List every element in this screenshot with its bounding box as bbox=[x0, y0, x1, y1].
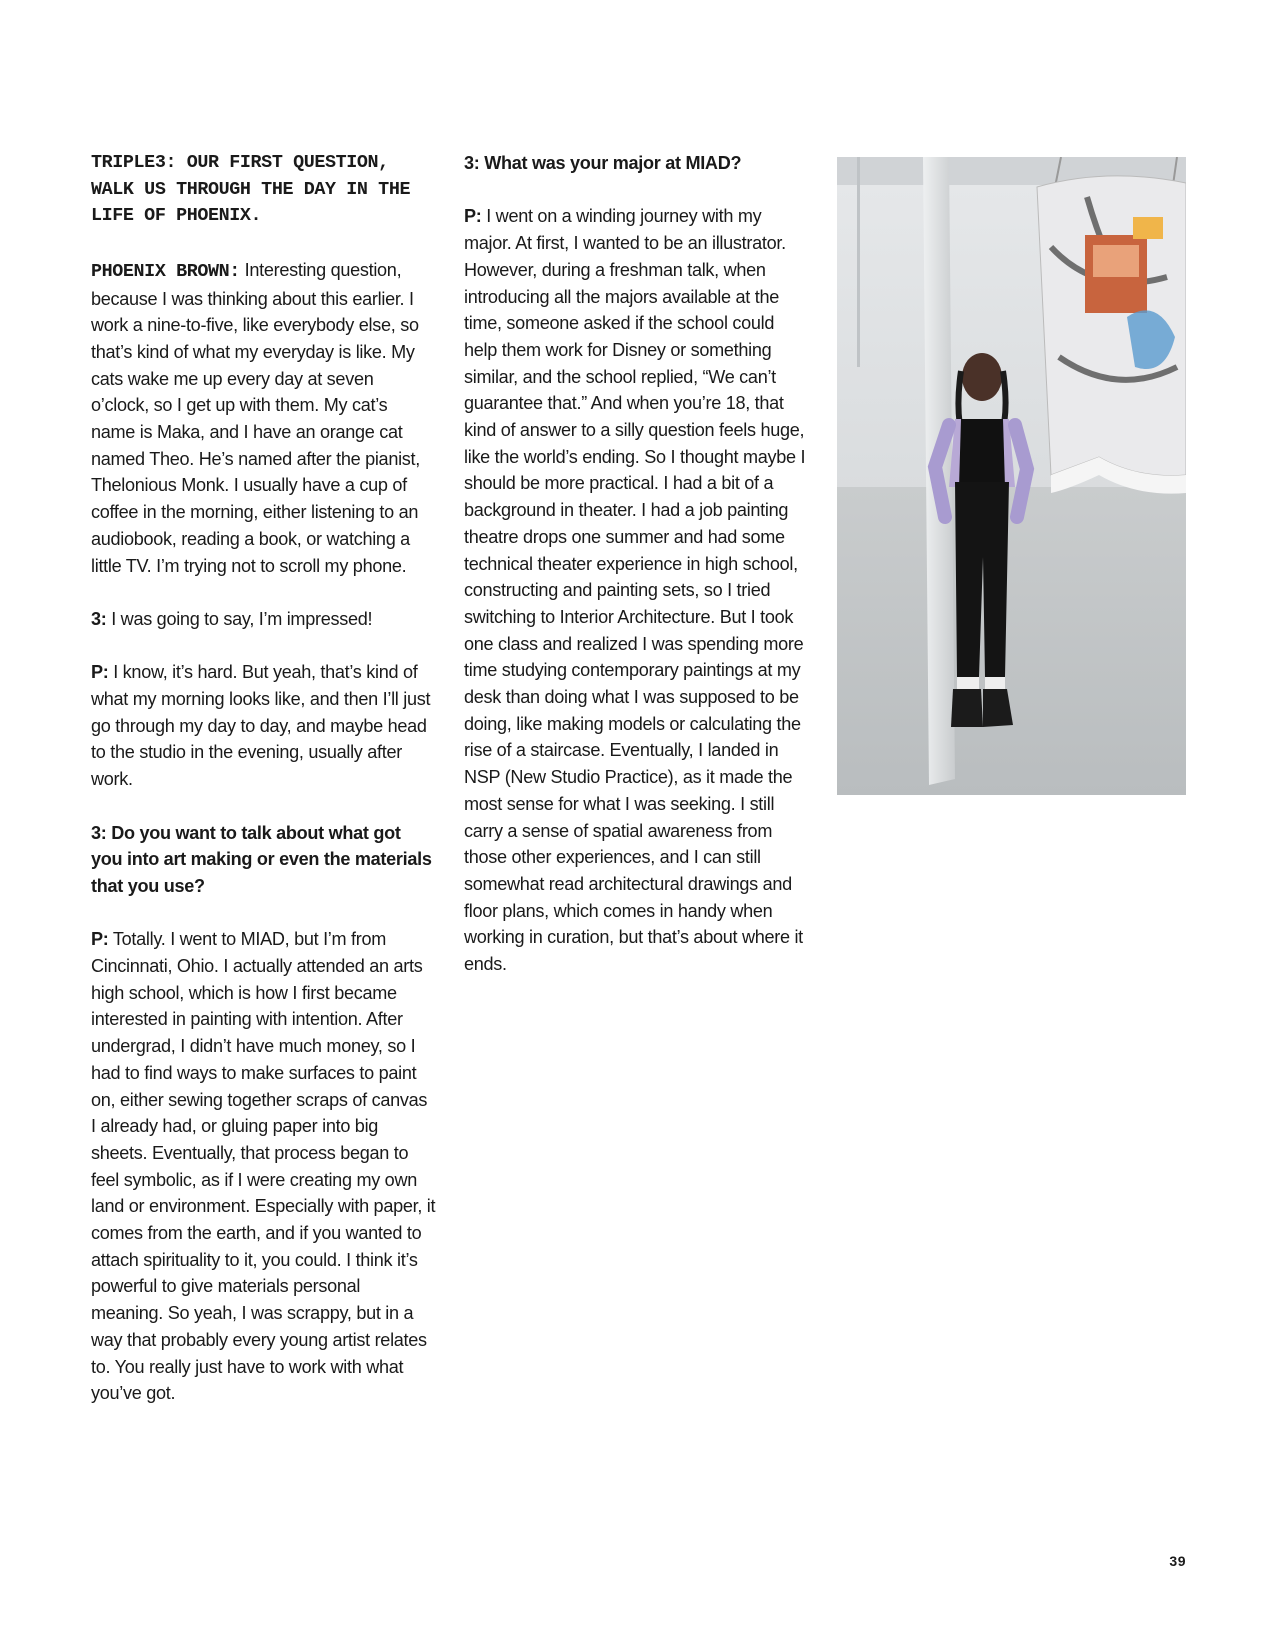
answer-4 bbox=[464, 203, 809, 977]
speaker-label: P: bbox=[464, 206, 482, 227]
answer-2 bbox=[91, 659, 436, 793]
middle-column bbox=[464, 150, 809, 1004]
question-3: 3: What was your major at MIAD? bbox=[464, 153, 742, 173]
comment-1 bbox=[91, 606, 436, 633]
question-1: TRIPLE3: OUR FIRST QUESTION, WALK US THROUGH THE DAY IN THE LIFE OF PHOENIX. bbox=[91, 152, 411, 227]
answer-text: I know, it’s hard. But yeah, that’s kind of what my morning looks like, and then I’ll just go through my day to day, and maybe head to the studio in the evening, usually after work. bbox=[91, 662, 431, 790]
gallery-scene-illustration bbox=[837, 157, 1186, 795]
left-column bbox=[91, 150, 436, 1434]
answer-text: I went on a winding journey with my major. At first, I wanted to be an illustrator. However, during a freshman talk, when introducing all the majors available at the time, someone asked if the school could help them work for Disney or something similar, and the school replied, “We can’t guarantee that.” And when you’re 18, that kind of answer to a silly question feels huge, like the world’s ending. So I thought maybe I should be more practical. I had a bit of a background in theater. I had a job painting theatre drops one summer and had some technical theater experience in high school, constructing and painting sets, so I tried switching to Interior Architecture. But I took one class and realized I was spending more time studying contemporary paintings at my desk than doing what I was supposed to be doing, like making models or calculating the rise of a staircase. Eventually, I landed in NSP (New Studio Practice), as it made the most sense for what I was seeking. I still carry a sense of spatial awareness from those other experiences, and I can still somewhat read architectural drawings and floor plans, which comes in handy when working in curation, but that’s about where it ends. bbox=[464, 206, 806, 975]
speaker-label: PHOENIX BROWN: bbox=[91, 260, 240, 282]
speaker-label: P: bbox=[91, 662, 109, 683]
answer-1 bbox=[91, 257, 436, 579]
artist-photo bbox=[837, 157, 1186, 795]
speaker-label: P: bbox=[91, 929, 109, 950]
answer-text: Totally. I went to MIAD, but I’m from Cincinnati, Ohio. I actually attended an arts high school, which is how I first became interested in painting with intention. After undergrad, I didn’t have much money, so I had to find ways to make surfaces to paint on, either sewing together scraps of canvas I already had, or gluing paper into big sheets. Eventually, that process began to feel symbolic, as if I were creating my own land or environment. Especially with paper, it comes from the earth, and if you wanted to attach spirituality to it, you could. I think it’s powerful to give materials personal meaning. So yeah, I was scrappy, but in a way that probably every young artist relates to. You really just have to work with what you’ve got. bbox=[91, 929, 436, 1404]
question-2: 3: Do you want to talk about what got you into art making or even the materials that you use? bbox=[91, 822, 432, 896]
speaker-label: 3: bbox=[91, 608, 107, 629]
answer-text: Interesting question, because I was thinking about this earlier. I work a nine-to-five, like everybody else, so that’s kind of what my everyday is like. My cats wake me up every day at seven o’clock, so I get up with them. My cat’s name is Maka, and I have an orange cat named Theo. He’s named after the pianist, Thelonious Monk. I usually have a cup of coffee in the morning, either listening to an audiobook, reading a book, or watching a little TV. I’m trying not to scroll my phone. bbox=[91, 259, 421, 576]
answer-3 bbox=[91, 926, 436, 1407]
page-number: 39 bbox=[1169, 1553, 1186, 1569]
comment-text: I was going to say, I’m impressed! bbox=[106, 608, 373, 629]
